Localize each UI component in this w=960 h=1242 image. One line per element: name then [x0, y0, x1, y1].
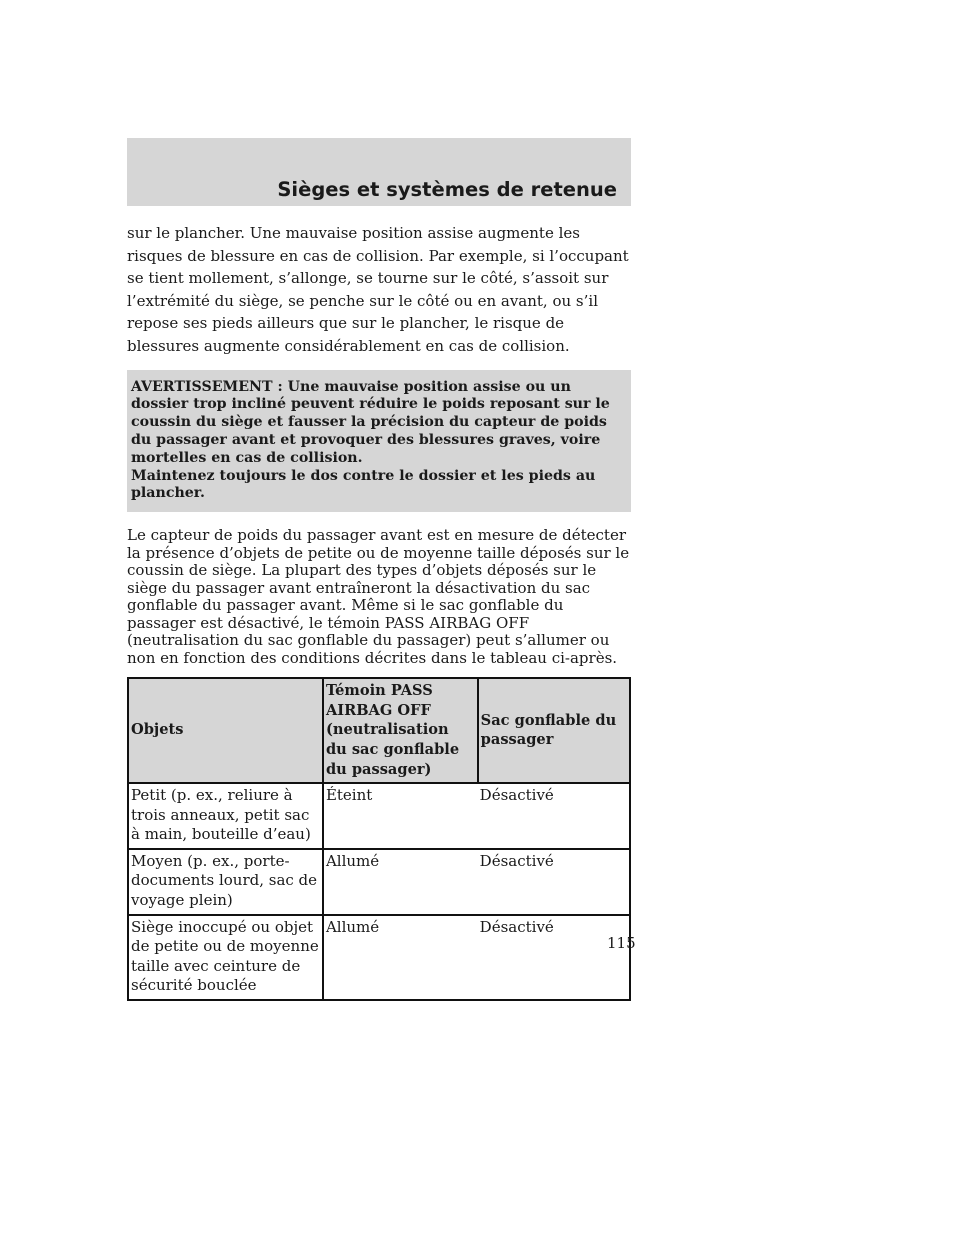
table-row: [128, 783, 630, 849]
cell-airbag: Désactivé: [478, 849, 630, 915]
warning-text: AVERTISSEMENT : Une mauvaise position assise ou un dossier trop incliné peuvent réduire le poids reposant sur le coussin du siège et fausser la précision du capteur de poids du passager avant et provoquer des blessures graves, voire mortelles en cas de collision.: [131, 378, 610, 466]
objects-table: [127, 677, 631, 1001]
cell-object: Siège inoccupé ou objet de petite ou de moyenne taille avec ceinture de sécurité bouclée: [128, 915, 323, 1000]
cell-object: Petit (p. ex., reliure à trois anneaux, petit sac à main, bouteille d’eau): [128, 783, 323, 849]
cell-indicator: Éteint: [323, 783, 478, 849]
intro-paragraph: sur le plancher. Une mauvaise position assise augmente les risques de blessure en cas de collision. Par exemple, si l’occupant se tient mollement, s’allonge, se tourne sur le côté, s’assoit sur l’extrémité du siège, se penche sur le côté ou en avant, ou s’il repose ses pieds ailleurs que sur le plancher, le risque de blessures augmente considérablement en cas de collision.: [127, 224, 629, 355]
table-row: [128, 915, 630, 1000]
cell-object: Moyen (p. ex., porte-documents lourd, sac de voyage plein): [128, 849, 323, 915]
cell-airbag: Désactivé: [478, 915, 630, 1000]
warning-box: [127, 370, 631, 513]
cell-indicator: Allumé: [323, 915, 478, 1000]
table-header-row: [128, 678, 630, 783]
header-pass-airbag-off: Témoin PASS AIRBAG OFF (neutralisation du sac gonflable du passager): [323, 678, 478, 783]
cell-indicator: Allumé: [323, 849, 478, 915]
section-header-band: [127, 138, 631, 206]
page-number: 115: [607, 934, 636, 952]
sensor-paragraph: Le capteur de poids du passager avant est en mesure de détecter la présence d’objets de petite ou de moyenne taille déposés sur le coussin de siège. La plupart des types d’objets déposés sur le siège du passager avant entraîneront la désactivation du sac gonflable du passager avant. Même si le sac gonflable du passager est désactivé, le témoin PASS AIRBAG OFF (neutralisation du sac gonflable du passager) peut s’allumer ou non en fonction des conditions décrites dans le tableau ci-après.: [127, 526, 630, 667]
table-row: [128, 849, 630, 915]
header-sac-gonflable: Sac gonflable du passager: [478, 678, 630, 783]
header-objects: Objets: [128, 678, 323, 783]
warning-instruction: Maintenez toujours le dos contre le dossier et les pieds au plancher.: [131, 467, 596, 502]
cell-airbag: Désactivé: [478, 783, 630, 849]
section-title: Sièges et systèmes de retenue: [277, 178, 617, 201]
page-content: [127, 222, 631, 1001]
